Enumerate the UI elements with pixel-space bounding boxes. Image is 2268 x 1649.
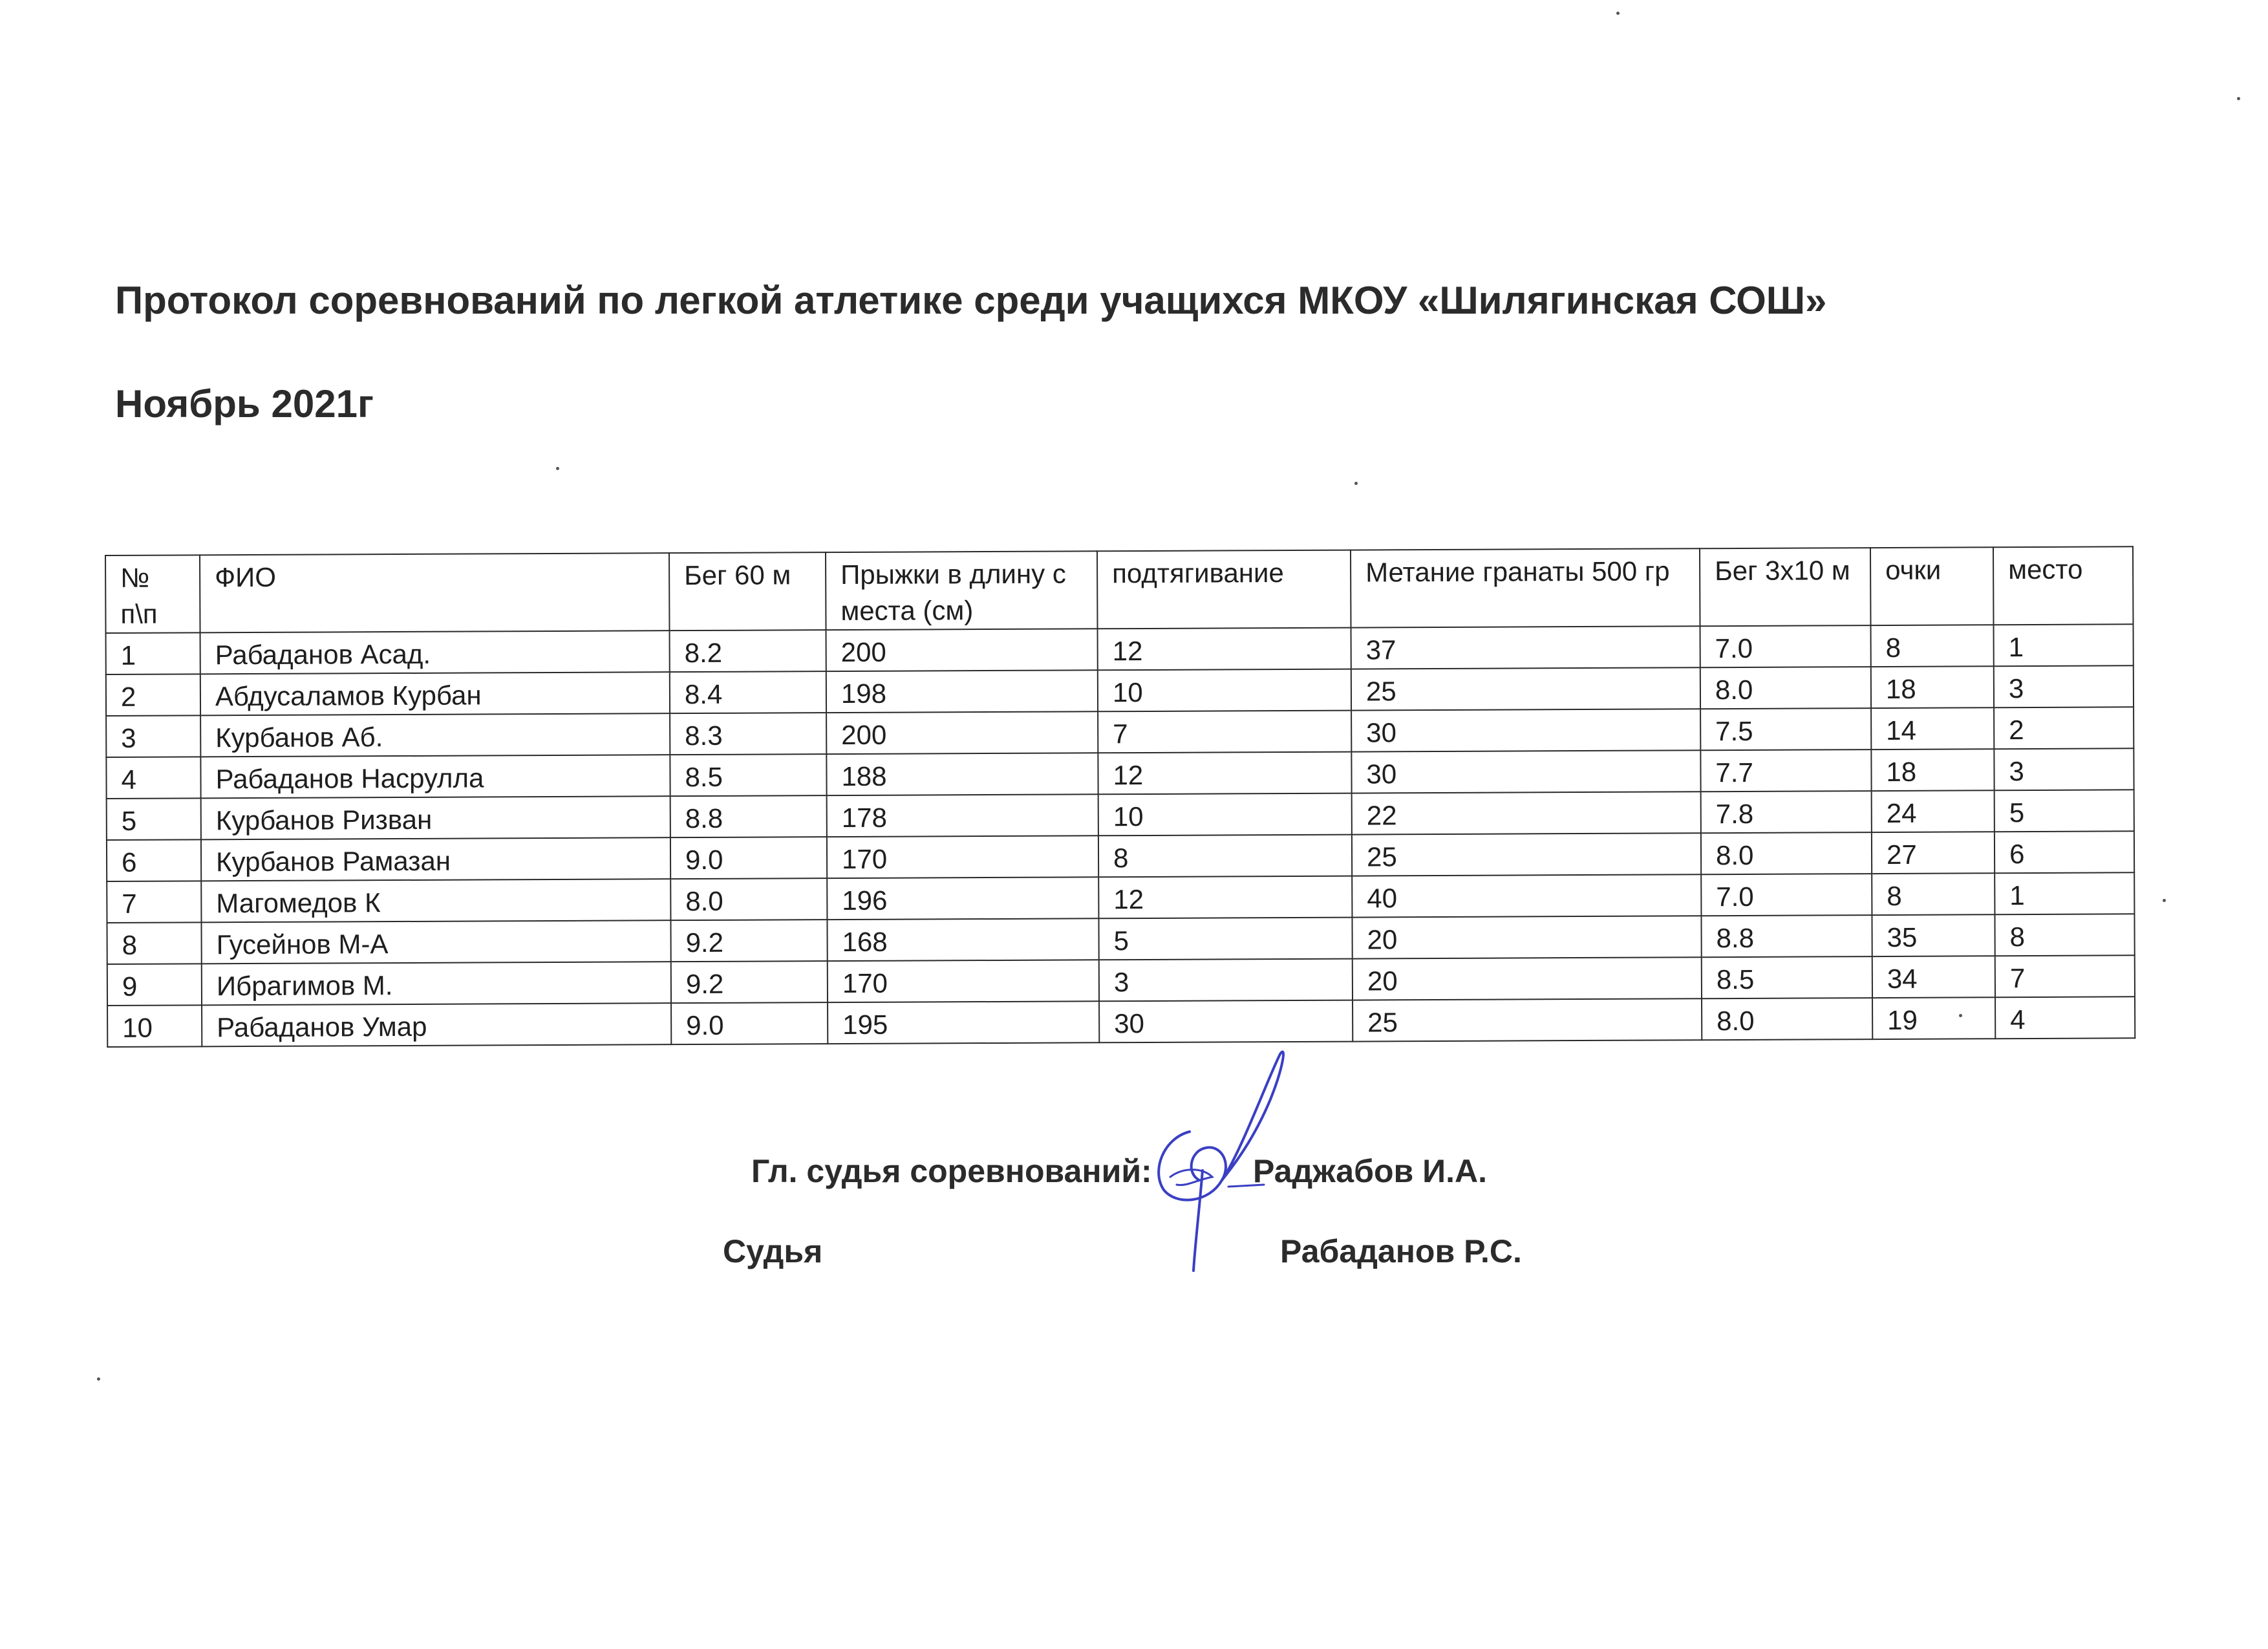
table-cell: 9 [107, 964, 202, 1006]
table-cell: 168 [827, 918, 1098, 961]
table-cell: 30 [1351, 709, 1700, 751]
chief-judge-label: Гл. судья соревнований: [751, 1153, 1152, 1189]
judge-label: Судья [723, 1233, 823, 1269]
table-cell: 5 [107, 798, 201, 840]
table-cell: 8.2 [670, 630, 826, 672]
table-cell: 6 [107, 839, 201, 881]
table-cell: 27 [1872, 832, 1995, 874]
table-cell: 8.0 [1701, 832, 1872, 874]
table-cell: 170 [828, 960, 1099, 1002]
chief-judge-name: Раджабов И.А. [1253, 1153, 1487, 1189]
table-cell: 10 [1098, 669, 1351, 712]
table-cell: Курбанов Ризван [201, 796, 670, 839]
table-cell: 3 [1994, 665, 2134, 707]
table-cell: 12 [1098, 876, 1352, 919]
table-cell: 10 [1098, 793, 1352, 836]
table-cell: 200 [826, 711, 1098, 754]
column-header: № п\п [105, 555, 200, 633]
table-cell: 2 [106, 674, 200, 716]
document-date: Ноябрь 2021г [115, 382, 374, 426]
table-cell: 25 [1353, 998, 1702, 1041]
table-cell: 8.0 [1702, 998, 1872, 1040]
document-title: Протокол соревнований по легкой атлетике среди учащихся МКОУ «Шилягинская СОШ» [115, 279, 1827, 322]
table-cell: Рабаданов Умар [202, 1003, 671, 1046]
table-cell: 18 [1871, 749, 1994, 791]
table-cell: 9.0 [671, 1002, 828, 1044]
table-cell: 8 [107, 922, 201, 964]
table-cell: 3 [1994, 748, 2134, 790]
table-cell: 40 [1352, 874, 1701, 917]
table-cell: 8 [1871, 625, 1994, 667]
table-cell: 198 [826, 670, 1098, 713]
table-body [106, 624, 2135, 1047]
scan-speck [2163, 899, 2166, 902]
scan-speck [1354, 482, 1358, 485]
table-cell: 8.0 [670, 878, 827, 920]
table-cell: 7.0 [1700, 625, 1871, 667]
table-cell: 8 [1872, 873, 1995, 915]
scan-speck [2237, 97, 2240, 100]
table-cell: 37 [1351, 626, 1700, 669]
table-cell: 3 [106, 715, 200, 757]
table-cell: 30 [1351, 750, 1700, 793]
table-cell: 30 [1099, 1000, 1353, 1043]
table-cell: 20 [1353, 957, 1702, 1000]
table-cell: 7.5 [1700, 708, 1871, 750]
table-cell: 8.8 [670, 795, 827, 837]
table-cell: 25 [1352, 833, 1701, 876]
header-row [105, 546, 2133, 633]
column-header: место [1993, 546, 2134, 625]
table-cell: 12 [1098, 628, 1351, 671]
table-cell: Курбанов Рамазан [201, 837, 670, 881]
table-cell: Абдусаламов Курбан [200, 672, 670, 715]
table-cell: 10 [107, 1005, 202, 1047]
table-cell: 14 [1871, 707, 1994, 749]
table-cell: 20 [1352, 916, 1701, 958]
table-cell: 25 [1351, 667, 1700, 710]
table-cell: 3 [1099, 959, 1353, 1002]
table-cell: 34 [1872, 956, 1995, 998]
table-cell: 1 [1994, 624, 2134, 666]
table-cell: 19 [1872, 997, 1995, 1039]
table-cell: 195 [828, 1001, 1099, 1044]
table-cell: 9.2 [671, 961, 828, 1003]
table-cell: 8.8 [1701, 915, 1872, 957]
table-cell: 8.5 [670, 754, 826, 796]
table-cell: 22 [1352, 792, 1701, 834]
results-table [105, 546, 2135, 1048]
scan-speck [1959, 1014, 1962, 1017]
table-cell: Курбанов Аб. [200, 713, 670, 757]
table-cell: 8.3 [670, 713, 826, 755]
table-cell: 7 [1098, 711, 1351, 753]
table-cell: 8.5 [1702, 956, 1872, 998]
column-header: Прыжки в длину с места (см) [826, 551, 1098, 630]
table-cell: 4 [106, 757, 200, 799]
table-header [105, 546, 2133, 633]
table-cell: 8.0 [1700, 667, 1871, 709]
table-cell: 196 [827, 877, 1098, 920]
column-header: Метание гранаты 500 гр [1351, 548, 1700, 627]
table-cell: 7 [1995, 955, 2135, 997]
table-cell: 8.4 [670, 671, 826, 713]
table-cell: 7 [107, 881, 201, 923]
scan-speck [556, 467, 559, 470]
table-cell: 1 [1995, 872, 2134, 914]
table-cell: 12 [1098, 752, 1351, 795]
scan-speck [1616, 12, 1620, 15]
column-header: Бег 3х10 м [1700, 548, 1871, 626]
handwritten-signature [1125, 1041, 1319, 1287]
table-cell: 4 [1995, 997, 2135, 1039]
table-cell: 6 [1995, 831, 2134, 873]
judge-name: Рабаданов Р.С. [1280, 1233, 1522, 1269]
table-cell: 5 [1098, 918, 1352, 960]
table-cell: 2 [1994, 707, 2134, 749]
table-cell: 200 [826, 629, 1098, 671]
table-cell: 7.8 [1701, 791, 1872, 833]
column-header: ФИО [200, 553, 670, 632]
table-cell: 7.7 [1700, 749, 1871, 792]
column-header: Бег 60 м [669, 552, 826, 630]
table-cell: 8 [1995, 914, 2134, 956]
table-cell: 18 [1871, 666, 1994, 708]
table-cell: 1 [106, 632, 200, 674]
table-cell: Гусейнов М-А [201, 920, 670, 964]
table-cell: 8 [1098, 835, 1352, 878]
table-cell: 9.2 [670, 920, 827, 962]
table-cell: Магомедов К [201, 879, 670, 922]
column-header: очки [1870, 547, 1994, 625]
table-cell: Рабаданов Асад. [200, 630, 670, 674]
table-cell: 35 [1872, 914, 1995, 956]
table-cell: 9.0 [670, 837, 827, 879]
table-cell: Ибрагимов М. [202, 962, 671, 1005]
table-cell: 170 [827, 835, 1098, 878]
scan-speck [97, 1377, 100, 1381]
table-cell: 188 [826, 753, 1098, 795]
column-header: подтягивание [1097, 550, 1351, 629]
table-cell: 5 [1995, 790, 2134, 832]
table-cell: Рабаданов Насрулла [200, 755, 670, 798]
table-cell: 7.0 [1701, 874, 1872, 916]
table-cell: 24 [1872, 790, 1995, 832]
table-row [107, 997, 2135, 1047]
table-cell: 178 [827, 794, 1098, 837]
